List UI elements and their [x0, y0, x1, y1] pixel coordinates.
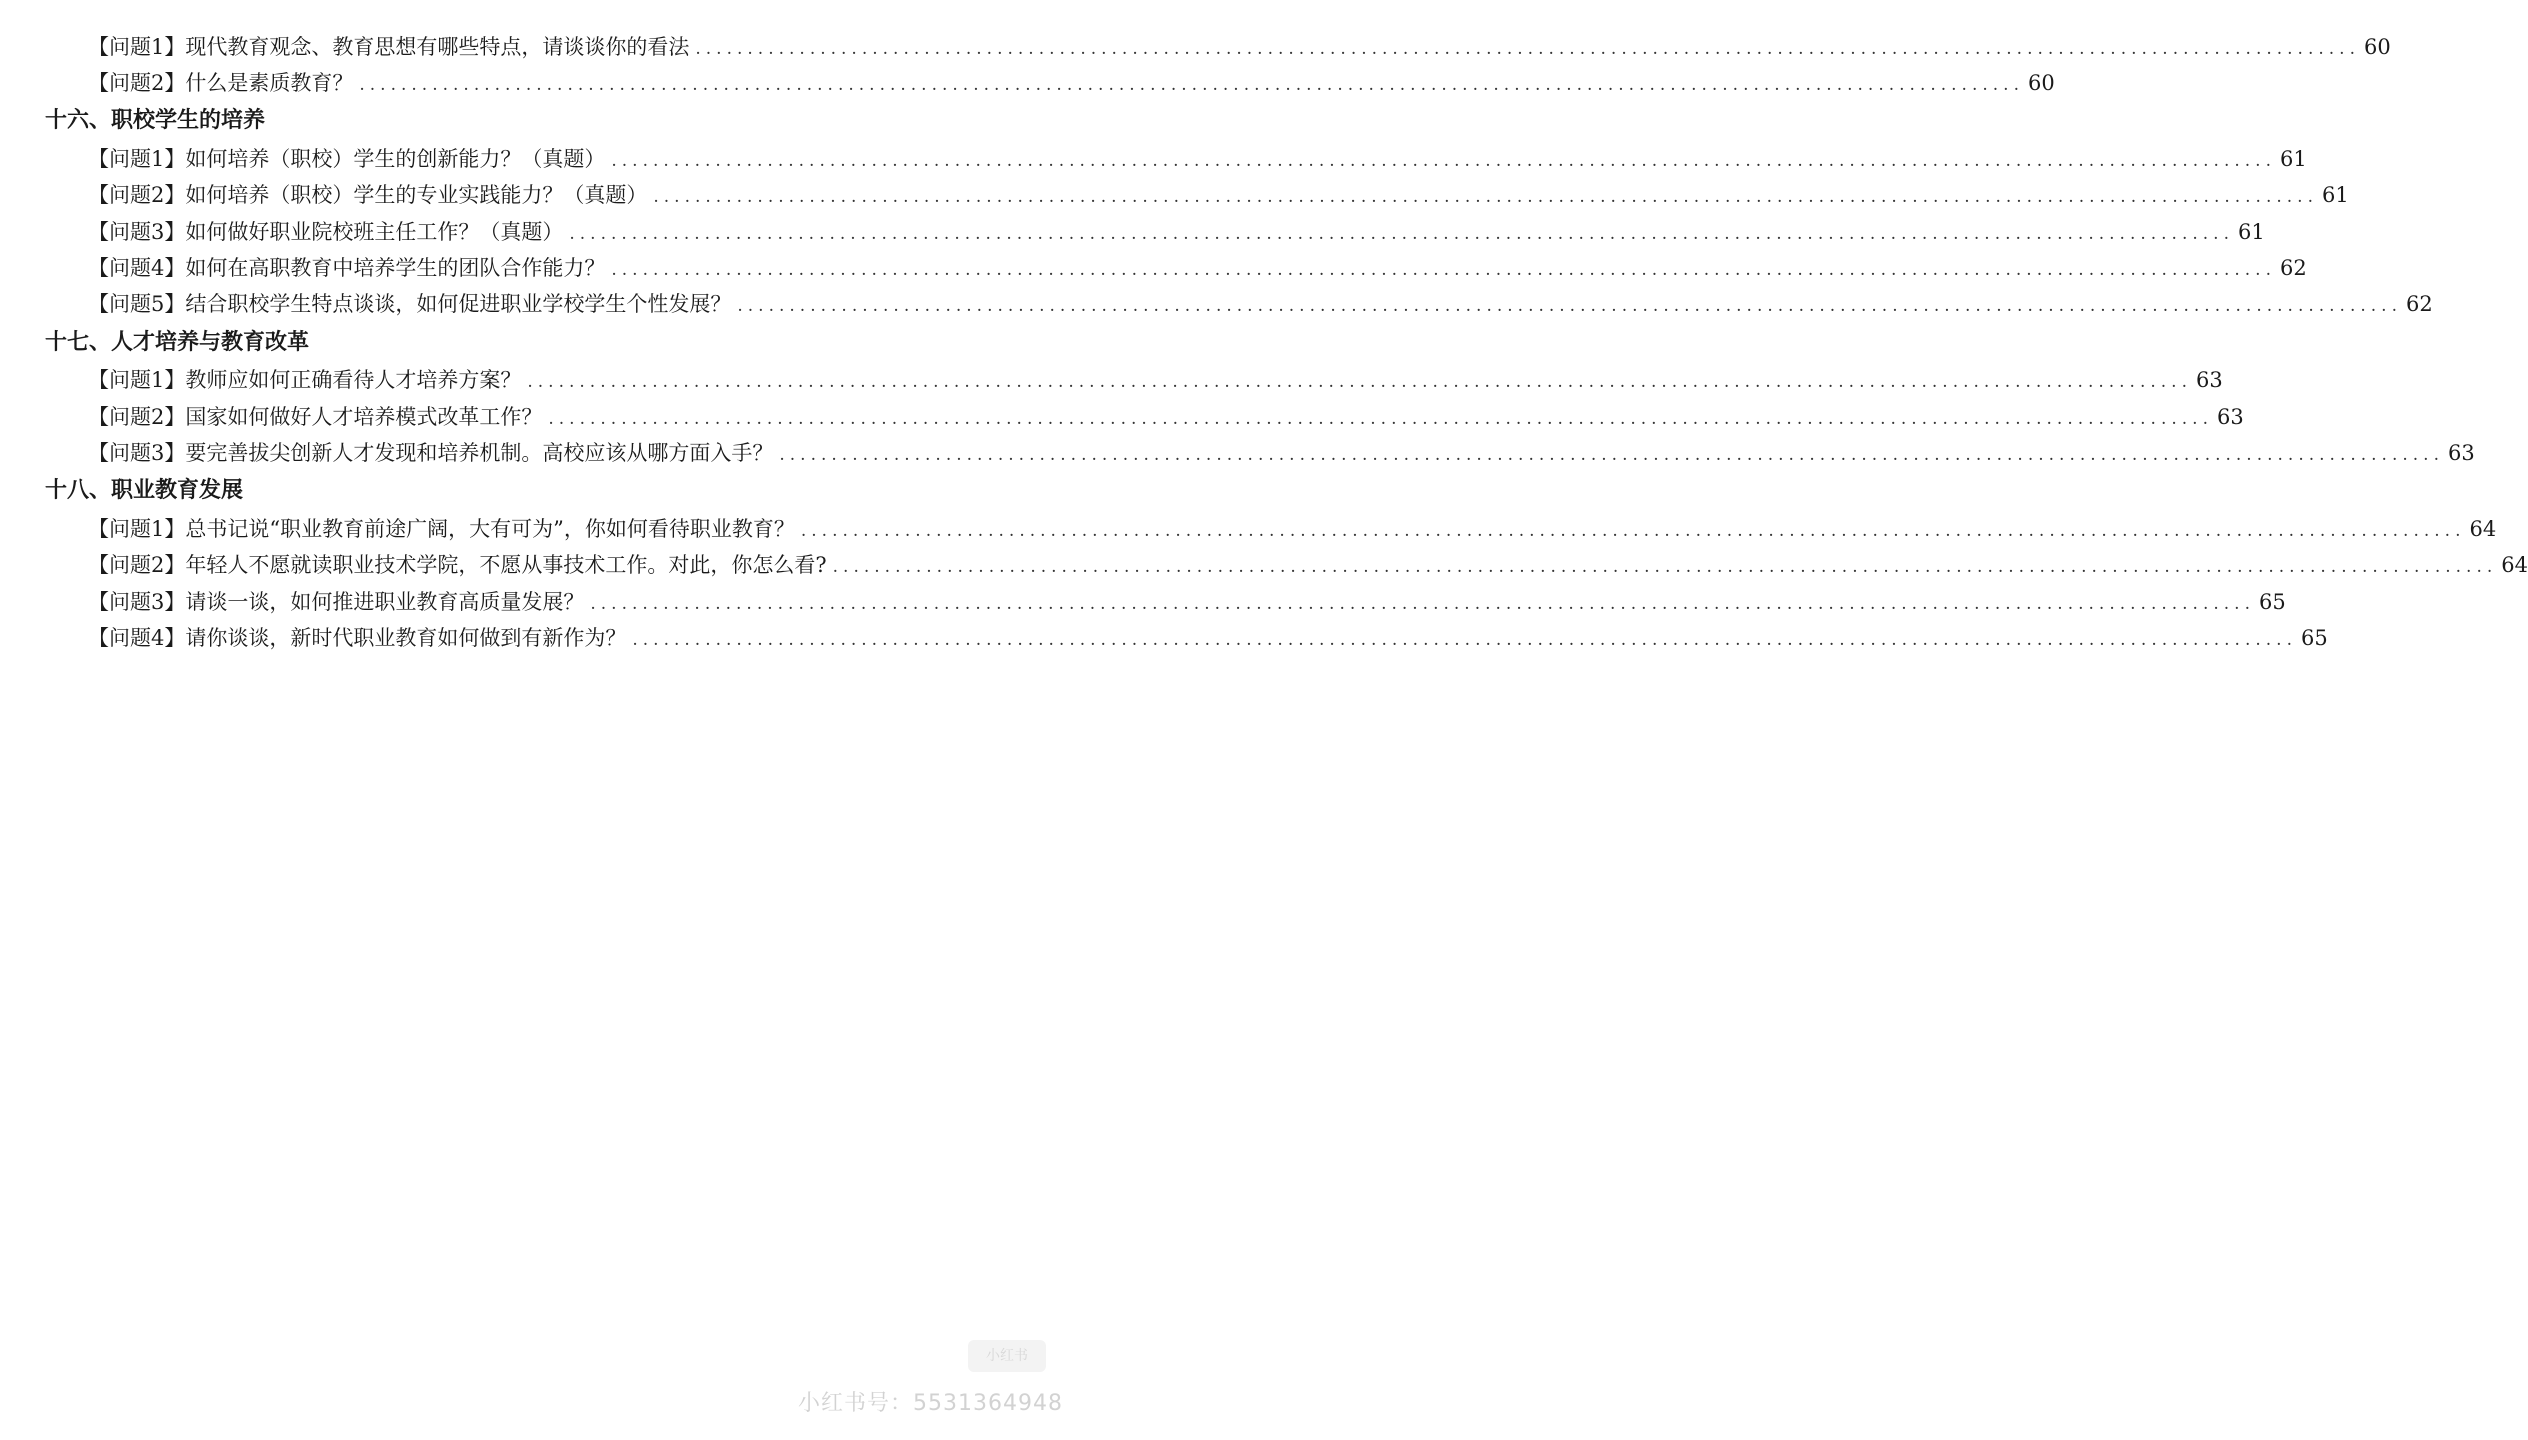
dot-leader: ................................................................................................................................................................ — [695, 39, 2360, 59]
toc-entry[interactable] — [88, 286, 2433, 322]
watermark-logo: 小红书 — [968, 1340, 1046, 1372]
page-number: 60 — [2363, 35, 2391, 59]
toc-entry[interactable] — [88, 511, 2497, 547]
question-text: 现代教育观念、教育思想有哪些特点，请谈谈你的看法 — [185, 35, 690, 59]
dot-leader: ................................................................................................................................................................ — [548, 409, 2213, 429]
toc-entry[interactable] — [88, 214, 2265, 250]
dot-leader: ................................................................................................................................................................ — [611, 151, 2276, 171]
page-number: 63 — [2447, 441, 2475, 465]
question-text: 什么是素质教育？ — [185, 71, 354, 95]
page-number: 65 — [2300, 626, 2328, 650]
toc-entry[interactable] — [88, 547, 2528, 583]
dot-leader: ................................................................................................................................................................ — [359, 75, 2024, 95]
question-text: 如何培养（职校）学生的创新能力？（真题） — [185, 147, 606, 171]
question-label: 【问题1】 — [88, 517, 186, 541]
question-label: 【问题3】 — [88, 441, 186, 465]
question-label: 【问题2】 — [88, 553, 186, 577]
question-text: 请谈一谈，如何推进职业教育高质量发展？ — [185, 590, 585, 614]
page-number: 63 — [2216, 405, 2244, 429]
question-text: 结合职校学生特点谈谈，如何促进职业学校学生个性发展？ — [185, 292, 732, 316]
toc-entry[interactable] — [88, 435, 2475, 471]
question-label: 【问题4】 — [88, 626, 186, 650]
page-number: 65 — [2258, 590, 2286, 614]
question-label: 【问题3】 — [88, 590, 186, 614]
page-number: 63 — [2195, 368, 2223, 392]
question-text: 总书记说“职业教育前途广阔，大有可为”，你如何看待职业教育？ — [185, 517, 795, 541]
question-label: 【问题1】 — [88, 147, 186, 171]
question-text: 年轻人不愿就读职业技术学院，不愿从事技术工作。对此，你怎么看? — [185, 553, 827, 577]
dot-leader: ................................................................................................................................................................ — [832, 557, 2498, 577]
dot-leader: ................................................................................................................................................................ — [653, 187, 2318, 207]
dot-leader: ................................................................................................................................................................ — [611, 260, 2276, 280]
question-label: 【问题2】 — [88, 71, 186, 95]
question-label: 【问题1】 — [88, 35, 186, 59]
dot-leader: ................................................................................................................................................................ — [632, 630, 2297, 650]
question-label: 【问题2】 — [88, 405, 186, 429]
question-label: 【问题1】 — [88, 368, 186, 392]
toc-entry[interactable] — [88, 65, 2055, 101]
page-number: 61 — [2321, 183, 2349, 207]
page-number: 61 — [2279, 147, 2307, 171]
toc-entry[interactable] — [88, 177, 2349, 213]
question-label: 【问题2】 — [88, 183, 186, 207]
page-number: 62 — [2405, 292, 2433, 316]
section-heading-17[interactable]: 十七、人才培养与教育改革 — [45, 329, 310, 355]
toc-entry[interactable] — [88, 584, 2286, 620]
toc-entry[interactable] — [88, 29, 2391, 65]
section-heading-18[interactable]: 十八、职业教育发展 — [45, 477, 244, 503]
dot-leader: ................................................................................................................................................................ — [527, 372, 2192, 392]
dot-leader: ................................................................................................................................................................ — [737, 296, 2402, 316]
page-number: 62 — [2279, 256, 2307, 280]
toc-entry[interactable] — [88, 399, 2244, 435]
section-heading-16[interactable]: 十六、职校学生的培养 — [45, 107, 266, 133]
page-number: 61 — [2237, 220, 2265, 244]
toc-entry[interactable] — [88, 620, 2328, 656]
question-text: 如何做好职业院校班主任工作？（真题） — [185, 220, 564, 244]
dot-leader: ................................................................................................................................................................ — [569, 224, 2234, 244]
question-label: 【问题4】 — [88, 256, 186, 280]
page-number: 64 — [2501, 553, 2528, 577]
question-text: 教师应如何正确看待人才培养方案？ — [185, 368, 522, 392]
watermark-text: 小红书号：5531364948 — [798, 1391, 1063, 1416]
toc-entry[interactable] — [88, 250, 2307, 286]
question-label: 【问题3】 — [88, 220, 186, 244]
question-text: 国家如何做好人才培养模式改革工作？ — [185, 405, 543, 429]
question-text: 如何培养（职校）学生的专业实践能力？（真题） — [185, 183, 648, 207]
question-label: 【问题5】 — [88, 292, 186, 316]
page-number: 60 — [2027, 71, 2055, 95]
question-text: 要完善拔尖创新人才发现和培养机制。高校应该从哪方面入手？ — [185, 441, 774, 465]
toc-entry[interactable] — [88, 362, 2223, 398]
dot-leader: ................................................................................................................................................................ — [590, 594, 2255, 614]
page-number: 64 — [2469, 517, 2497, 541]
question-text: 请你谈谈，新时代职业教育如何做到有新作为？ — [185, 626, 627, 650]
dot-leader: ................................................................................................................................................................ — [779, 445, 2444, 465]
question-text: 如何在高职教育中培养学生的团队合作能力？ — [185, 256, 606, 280]
dot-leader: ................................................................................................................................................................ — [800, 521, 2466, 541]
toc-entry[interactable] — [88, 141, 2307, 177]
